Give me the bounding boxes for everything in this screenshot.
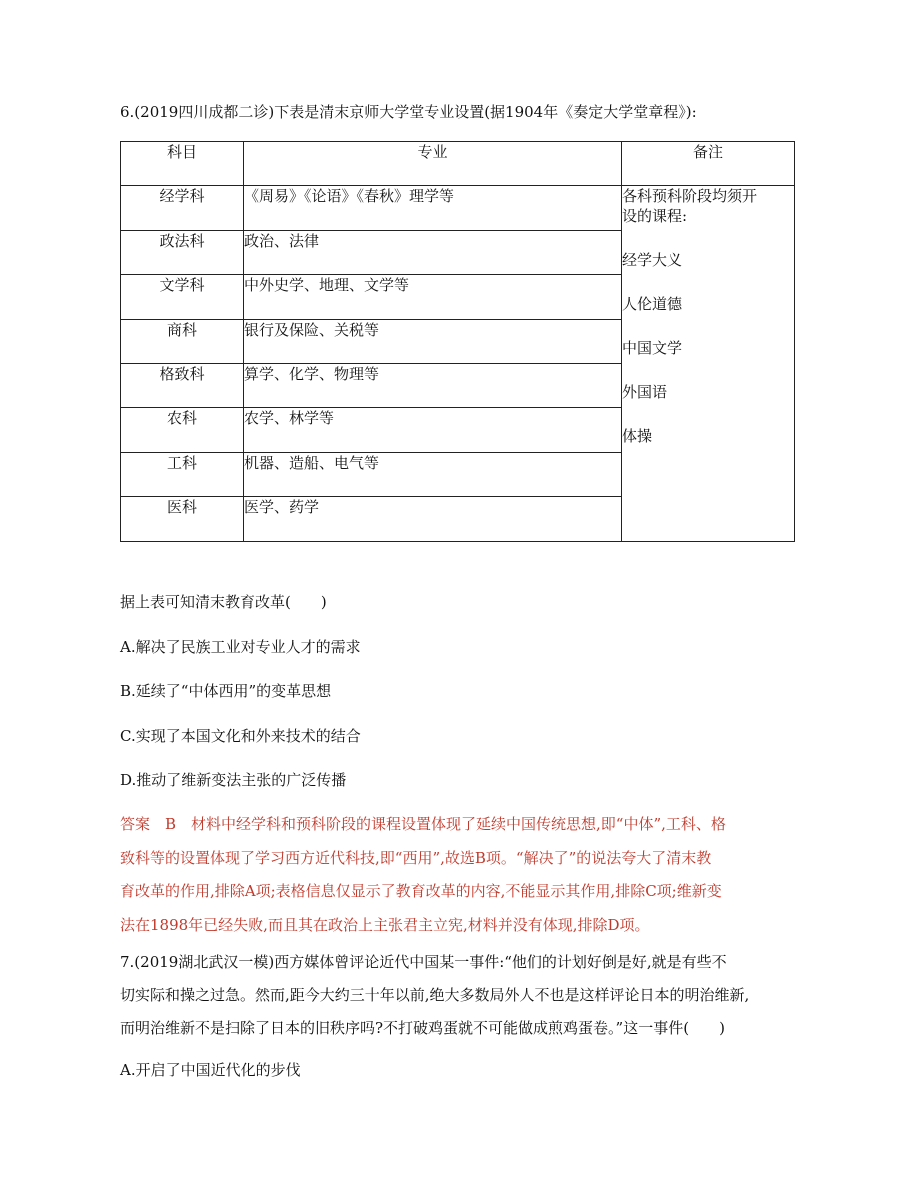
q6-option-a: A.解决了民族工业对专业人才的需求 (120, 638, 361, 656)
q6-answer-line: 育改革的作用,排除A项;表格信息仅显示了教育改革的内容,不能显示其作用,排除C项;维新变 (120, 882, 722, 900)
major-cell: 《周易》《论语》《春秋》理学等 (244, 186, 622, 231)
q6-stem: 6.(2019四川成都二诊)下表是清末京师大学堂专业设置(据1904年《奏定大学堂章程》): (120, 103, 697, 121)
curriculum-table (120, 141, 795, 542)
note-line: 设的课程: (622, 207, 688, 225)
major-cell: 银行及保险、关税等 (244, 320, 622, 364)
note-line: 人伦道德 (622, 295, 683, 313)
q7-stem-line: 7.(2019湖北武汉一模)西方媒体曾评论近代中国某一事件:“他们的计划好倒是好,就是有些不 (120, 953, 727, 971)
q6-answer-line: 法在1898年已经失败,而且其在政治上主张君主立宪,材料并没有体现,排除D项。 (120, 916, 650, 934)
table-header-row (121, 142, 795, 186)
subject-cell: 农科 (121, 408, 244, 453)
subject-cell: 格致科 (121, 364, 244, 408)
note-cell (622, 186, 795, 542)
q6-option-d: D.推动了维新变法主张的广泛传播 (120, 771, 347, 789)
q6-answer-line: 致科等的设置体现了学习西方近代科技,即“西用”,故选B项。“解决了”的说法夸大了清末教 (120, 849, 712, 867)
subject-cell: 工科 (121, 453, 244, 497)
major-cell: 机器、造船、电气等 (244, 453, 622, 497)
subject-cell: 商科 (121, 320, 244, 364)
note-line: 中国文学 (622, 339, 683, 357)
note-line: 各科预科阶段均须开 (622, 187, 758, 205)
major-cell: 中外史学、地理、文学等 (244, 275, 622, 320)
subject-cell: 文学科 (121, 275, 244, 320)
header-note: 备注 (622, 142, 795, 186)
q7-stem-line: 切实际和操之过急。然而,距今大约三十年以前,绝大多数局外人不也是这样评论日本的明治维新, (120, 986, 750, 1004)
major-cell: 农学、林学等 (244, 408, 622, 453)
note-line: 外国语 (622, 383, 668, 401)
note-line: 经学大义 (622, 251, 683, 269)
q6-option-b: B.延续了“中体西用”的变革思想 (120, 682, 332, 700)
q7-option-a: A.开启了中国近代化的步伐 (120, 1061, 301, 1079)
major-cell: 政治、法律 (244, 231, 622, 275)
header-subject: 科目 (121, 142, 244, 186)
subject-cell: 经学科 (121, 186, 244, 231)
q6-answer-line: 答案 B 材料中经学科和预科阶段的课程设置体现了延续中国传统思想,即“中体”,工科、格 (120, 815, 726, 833)
major-cell: 医学、药学 (244, 497, 622, 542)
q6-option-c: C.实现了本国文化和外来技术的结合 (120, 727, 361, 745)
subject-cell: 政法科 (121, 231, 244, 275)
q6-question: 据上表可知清末教育改革( ) (120, 593, 327, 611)
q7-stem-line: 而明治维新不是扫除了日本的旧秩序吗?不打破鸡蛋就不可能做成煎鸡蛋卷。”这一事件( ) (120, 1019, 725, 1037)
header-major: 专业 (244, 142, 622, 186)
note-line: 体操 (622, 427, 653, 445)
major-cell: 算学、化学、物理等 (244, 364, 622, 408)
table-row (121, 186, 795, 231)
subject-cell: 医科 (121, 497, 244, 542)
